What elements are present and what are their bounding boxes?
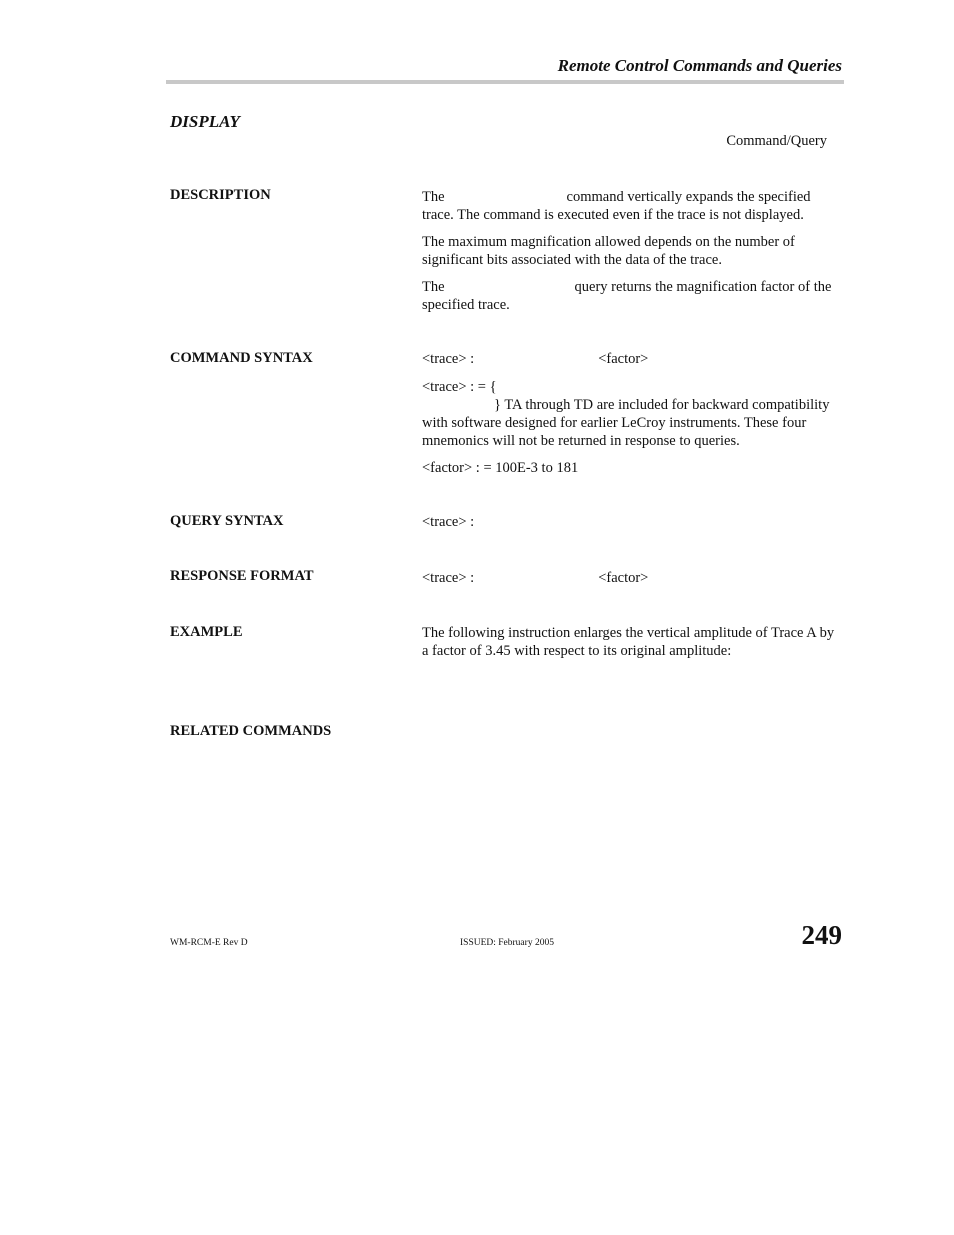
response-trace: <trace> : [422, 570, 475, 586]
related-commands-label: RELATED COMMANDS [170, 723, 332, 739]
query-syntax-label: QUERY SYNTAX [170, 513, 284, 529]
command-type: Command/Query [726, 133, 827, 149]
footer-issued: ISSUED: February 2005 [460, 938, 554, 948]
description-p1-end: command vertically expands the specified trace. The command is executed even if the trace is not displayed. [422, 189, 811, 223]
factor-definition: <factor> : = 100E-3 to 181 [422, 460, 579, 476]
command-syntax-text [422, 350, 838, 477]
command-syntax-factor: <factor> [598, 351, 649, 367]
command-syntax-trace: <trace> : [422, 351, 475, 367]
description-p2: The maximum magnification allowed depends on the number of significant bits associated with the data of the trace. [422, 234, 795, 268]
description-text [422, 188, 838, 314]
section-title: DISPLAY [170, 112, 240, 131]
example-label: EXAMPLE [170, 624, 243, 640]
description-p1-start: The [422, 189, 445, 205]
response-format-label: RESPONSE FORMAT [170, 568, 314, 584]
response-factor: <factor> [598, 570, 649, 586]
description-label: DESCRIPTION [170, 187, 271, 203]
trace-definition: <trace> : = { [422, 379, 497, 395]
trace-definition-note: } TA through TD are included for backward compatibility with software designed for earlier LeCroy instruments. These four mnemonics will not be returned in response to queries. [422, 397, 830, 449]
page-number: 249 [801, 920, 842, 950]
description-p3-end: query returns the magnification factor of the specified trace. [422, 279, 832, 313]
response-format-text [422, 569, 838, 587]
header-rule [166, 80, 844, 84]
command-syntax-label: COMMAND SYNTAX [170, 350, 313, 366]
query-syntax-text: <trace> : [422, 514, 475, 530]
running-header: Remote Control Commands and Queries [557, 56, 842, 75]
example-text: The following instruction enlarges the vertical amplitude of Trace A by a factor of 3.45 with respect to its original amplitude: [422, 625, 835, 659]
description-p3-start: The [422, 279, 445, 295]
footer-revision: WM-RCM-E Rev D [170, 938, 248, 948]
